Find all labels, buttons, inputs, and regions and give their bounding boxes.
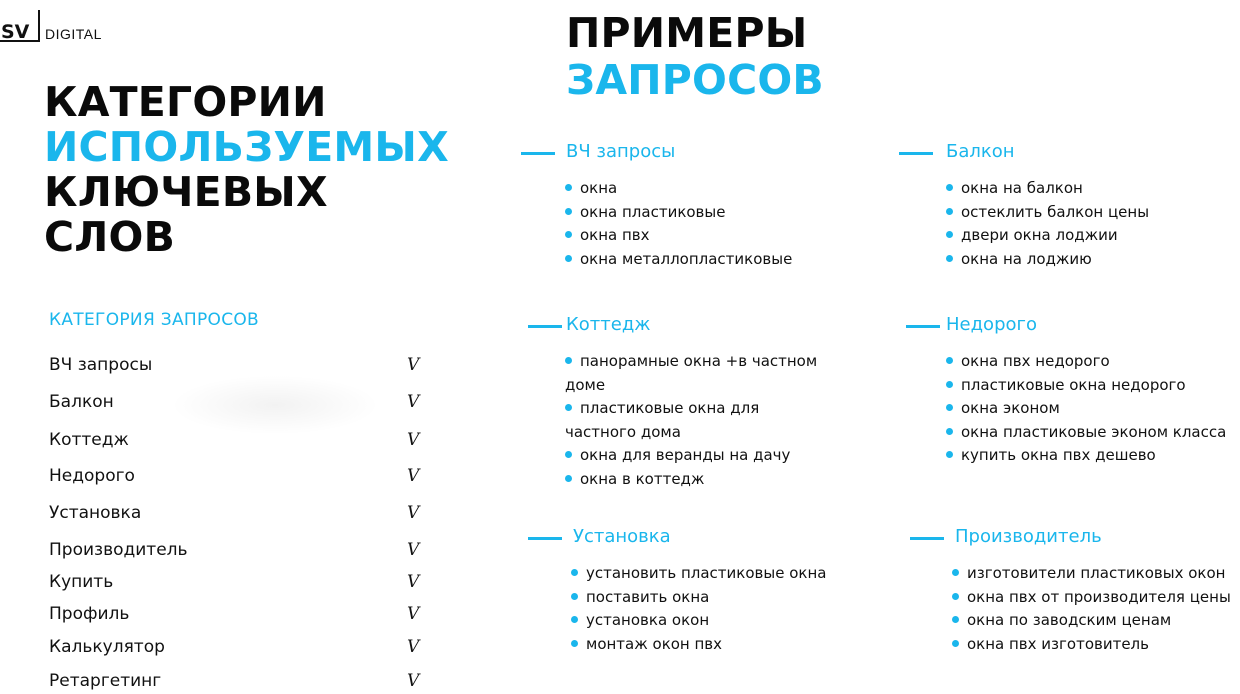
bullet-icon — [946, 451, 953, 458]
list-item: поставить окна — [571, 586, 826, 610]
list-item: окна для веранды на дачу — [565, 444, 817, 468]
bullet-icon — [565, 475, 572, 482]
list-item: окна в коттедж — [565, 468, 817, 492]
category-row — [49, 387, 429, 417]
category-row — [49, 461, 429, 491]
bullet-icon — [946, 357, 953, 364]
category-heading: КАТЕГОРИЯ ЗАПРОСОВ — [49, 310, 260, 330]
category-name: Купить — [49, 572, 114, 592]
category-name: ВЧ запросы — [49, 355, 153, 375]
list-item: окна пвх от производителя цены — [952, 586, 1231, 610]
logo-mark: SV — [1, 21, 30, 43]
list-item: окна металлопластиковые — [565, 248, 792, 272]
group-items — [946, 350, 1226, 468]
bullet-icon — [952, 569, 959, 576]
group-items — [565, 350, 817, 491]
bullet-icon — [565, 184, 572, 191]
example-group-balkon — [899, 141, 1150, 271]
dash-marker — [906, 325, 940, 328]
group-header — [899, 141, 1102, 167]
group-items — [571, 562, 826, 656]
example-group-nedorogo — [906, 314, 1227, 468]
bullet-icon — [571, 616, 578, 623]
check-mark: V — [407, 604, 420, 624]
category-row — [49, 567, 429, 597]
bullet-icon — [946, 184, 953, 191]
category-row — [49, 632, 429, 662]
bullet-icon — [946, 208, 953, 215]
bullet-icon — [571, 569, 578, 576]
list-item: купить окна пвх дешево — [946, 444, 1226, 468]
left-title-line: КЛЮЧЕВЫХ — [44, 168, 328, 216]
bullet-icon — [946, 231, 953, 238]
bullet-icon — [565, 208, 572, 215]
category-name: Калькулятор — [49, 637, 165, 657]
bullet-icon — [946, 381, 953, 388]
left-title — [44, 80, 449, 260]
bullet-icon — [946, 404, 953, 411]
list-item: монтаж окон пвх — [571, 633, 826, 657]
list-item: панорамные окна +в частном — [565, 350, 817, 374]
dash-marker — [910, 537, 944, 540]
category-name: Профиль — [49, 604, 130, 624]
list-item: изготовители пластиковых окон — [952, 562, 1231, 586]
check-mark: V — [407, 671, 420, 691]
dash-marker — [521, 152, 555, 155]
dash-marker — [899, 152, 933, 155]
category-row — [49, 425, 429, 455]
category-row — [49, 498, 429, 528]
check-mark: V — [407, 466, 420, 486]
dash-marker — [528, 325, 562, 328]
list-item: пластиковые окна для — [565, 397, 817, 421]
group-title: Установка — [573, 526, 671, 547]
group-title: ВЧ запросы — [566, 141, 676, 162]
list-item: окна пвх недорого — [946, 350, 1226, 374]
list-item: окна пластиковые эконом класса — [946, 421, 1226, 445]
category-name: Производитель — [49, 540, 188, 560]
list-item: окна пластиковые — [565, 201, 792, 225]
list-item: окна по заводским ценам — [952, 609, 1231, 633]
right-title — [566, 10, 824, 104]
bullet-icon — [952, 616, 959, 623]
left-title-line: СЛОВ — [44, 213, 176, 261]
list-item: окна эконом — [946, 397, 1226, 421]
category-name: Недорого — [49, 466, 135, 486]
category-name: Ретаргетинг — [49, 671, 162, 691]
left-title-line-accent: ИСПОЛЬЗУЕМЫХ — [44, 123, 449, 171]
right-title-line-accent: ЗАПРОСОВ — [566, 56, 824, 104]
example-group-vch — [521, 141, 793, 271]
group-header — [528, 526, 783, 552]
left-title-line: КАТЕГОРИИ — [44, 78, 327, 126]
list-item: установка окон — [571, 609, 826, 633]
dash-marker — [528, 537, 562, 540]
bullet-icon — [946, 255, 953, 262]
category-row — [49, 666, 429, 694]
check-mark: V — [407, 540, 420, 560]
bullet-icon — [565, 357, 572, 364]
list-item-continuation: частного дома — [565, 422, 681, 441]
bullet-icon — [952, 640, 959, 647]
check-mark: V — [407, 430, 420, 450]
group-header — [910, 526, 1189, 552]
bullet-icon — [571, 640, 578, 647]
list-item-continuation: доме — [565, 375, 606, 394]
list-item: двери окна лоджии — [946, 224, 1149, 248]
check-mark: V — [407, 503, 420, 523]
category-name: Балкон — [49, 392, 114, 412]
list-item: окна пвх изготовитель — [952, 633, 1231, 657]
list-item: пластиковые окна недорого — [946, 374, 1226, 398]
bullet-icon — [565, 451, 572, 458]
category-name: Коттедж — [49, 430, 129, 450]
group-header — [906, 314, 1186, 340]
logo-wordmark: DIGITAL — [45, 26, 102, 42]
group-title: Производитель — [955, 526, 1102, 547]
group-title: Балкон — [946, 141, 1015, 162]
group-title: Коттедж — [566, 314, 651, 335]
group-items — [952, 562, 1231, 656]
check-mark: V — [407, 572, 420, 592]
category-row — [49, 599, 429, 629]
bullet-icon — [565, 231, 572, 238]
example-group-ustanovka — [528, 526, 827, 656]
category-row — [49, 350, 429, 380]
example-group-kottedzh — [528, 314, 818, 491]
list-item: окна на балкон — [946, 177, 1149, 201]
list-item: окна пвх — [565, 224, 792, 248]
category-row — [49, 535, 429, 565]
group-title: Недорого — [946, 314, 1037, 335]
list-item: окна на лоджию — [946, 248, 1149, 272]
group-header — [521, 141, 748, 167]
bullet-icon — [946, 428, 953, 435]
bullet-icon — [565, 404, 572, 411]
check-mark: V — [407, 637, 420, 657]
group-items — [946, 177, 1149, 271]
category-name: Установка — [49, 503, 142, 523]
check-mark: V — [407, 355, 420, 375]
list-item: остеклить балкон цены — [946, 201, 1149, 225]
bullet-icon — [952, 593, 959, 600]
list-item: окна — [565, 177, 792, 201]
bullet-icon — [571, 593, 578, 600]
example-group-proizvoditel — [910, 526, 1231, 656]
list-item: установить пластиковые окна — [571, 562, 826, 586]
check-mark: V — [407, 392, 420, 412]
right-title-line: ПРИМЕРЫ — [566, 9, 808, 57]
brand-logo — [0, 10, 120, 42]
bullet-icon — [565, 255, 572, 262]
group-header — [528, 314, 780, 340]
group-items — [565, 177, 792, 271]
